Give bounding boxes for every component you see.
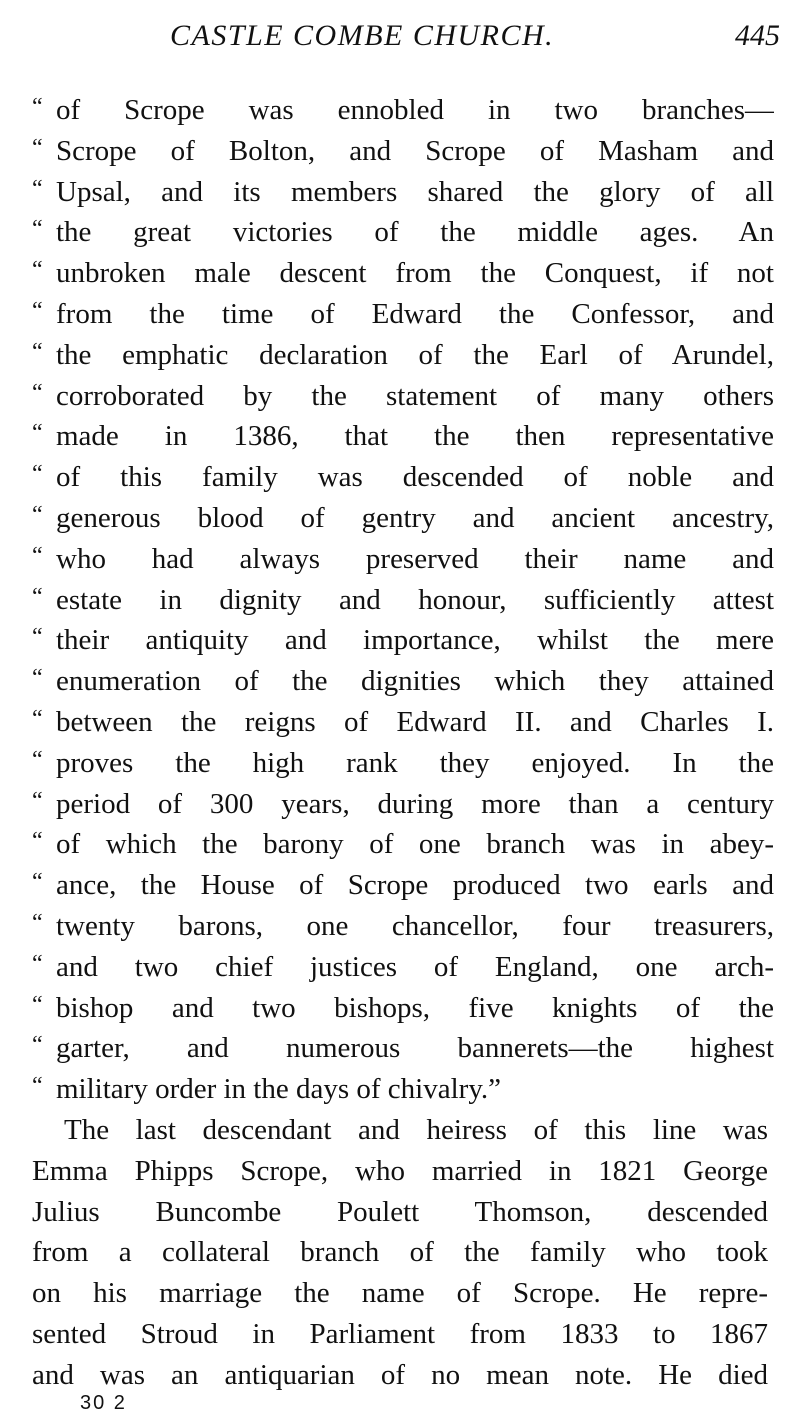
quote-mark: “ [32, 338, 43, 365]
quote-mark: “ [32, 420, 43, 447]
running-head [40, 16, 780, 60]
quote-mark: “ [32, 787, 43, 814]
quote-mark: “ [32, 624, 43, 651]
quote-line-text: of Scrope was ennobled in two branches— [56, 94, 774, 126]
quote-line-text: between the reigns of Edward II. and Charles I. [56, 705, 774, 738]
quote-line [32, 212, 774, 253]
quote-mark: “ [32, 297, 43, 324]
paragraph-line: on his marriage the name of Scrope. He repre- [32, 1277, 768, 1310]
quote-line [32, 743, 774, 784]
quote-line [32, 335, 774, 376]
quote-mark: “ [32, 134, 43, 161]
quote-mark: “ [32, 1032, 43, 1059]
quote-line-text: military order in the days of chivalry.” [56, 1073, 502, 1106]
quote-mark: “ [32, 828, 43, 855]
body-paragraph [32, 1110, 768, 1396]
quote-line [32, 620, 774, 661]
quote-line [32, 784, 774, 825]
quote-line [32, 988, 774, 1029]
quote-line [32, 457, 774, 498]
quote-line-text: generous blood of gentry and ancient ancestry, [56, 501, 774, 534]
quote-line [32, 906, 774, 947]
quote-mark: “ [32, 1073, 43, 1100]
quote-mark: “ [32, 501, 43, 528]
quote-line-text: ance, the House of Scrope produced two earls and [56, 869, 774, 902]
paragraph-line: Emma Phipps Scrope, who married in 1821 George [32, 1154, 768, 1187]
quote-line [32, 580, 774, 621]
quote-mark: “ [32, 94, 43, 120]
quote-mark: “ [32, 216, 43, 243]
quote-line-text: period of 300 years, during more than a century [56, 787, 774, 820]
quote-mark: “ [32, 379, 43, 406]
quote-line [32, 865, 774, 906]
quote-mark: “ [32, 461, 43, 488]
quote-line-text: Upsal, and its members shared the glory of all [56, 175, 774, 208]
quoted-passage [32, 90, 774, 1110]
signature-mark: 30 2 [80, 1392, 127, 1414]
paragraph-line: sented Stroud in Parliament from 1833 to 1867 [32, 1317, 768, 1350]
quote-mark: “ [32, 950, 43, 977]
quote-line [32, 376, 774, 417]
quote-line-text: from the time of Edward the Confessor, and [56, 297, 774, 330]
quote-line [32, 498, 774, 539]
quote-line [32, 131, 774, 172]
quote-line [32, 172, 774, 213]
running-title: CASTLE COMBE CHURCH. [170, 19, 555, 52]
paragraph-line: Julius Buncombe Poulett Thomson, descended [32, 1195, 768, 1228]
quote-line [32, 824, 774, 865]
page-number: 445 [735, 19, 780, 52]
quote-line [32, 253, 774, 294]
quote-line [32, 947, 774, 988]
quote-line-text: made in 1386, that the then representative [56, 420, 774, 453]
quote-mark: “ [32, 665, 43, 692]
quote-line [32, 1069, 774, 1110]
paragraph-line: from a collateral branch of the family who took [32, 1236, 768, 1269]
quote-line [32, 294, 774, 335]
quote-line-text: estate in dignity and honour, sufficiently attest [56, 583, 774, 616]
quote-line-text: twenty barons, one chancellor, four treasurers, [56, 909, 774, 942]
quote-mark: “ [32, 746, 43, 773]
quote-line [32, 416, 774, 457]
quote-line-text: unbroken male descent from the Conquest, if not [56, 257, 774, 290]
quote-line [32, 702, 774, 743]
quote-mark: “ [32, 869, 43, 896]
quote-line-text: of which the barony of one branch was in abey- [56, 828, 774, 861]
quote-line-text: their antiquity and importance, whilst the mere [56, 624, 774, 657]
quote-mark: “ [32, 583, 43, 610]
quote-line [32, 539, 774, 580]
quote-mark: “ [32, 991, 43, 1018]
quote-line-text: the emphatic declaration of the Earl of Arundel, [56, 338, 774, 371]
quote-mark: “ [32, 705, 43, 732]
paragraph-line: The last descendant and heiress of this line was [64, 1114, 768, 1146]
paragraph-line: and was an antiquarian of no mean note. He died [32, 1358, 768, 1391]
quote-line-text: bishop and two bishops, five knights of the [56, 991, 774, 1024]
quote-line-text: Scrope of Bolton, and Scrope of Masham and [56, 134, 774, 167]
quote-line [32, 1028, 774, 1069]
quote-mark: “ [32, 257, 43, 284]
quote-line [32, 90, 774, 131]
quote-line [32, 661, 774, 702]
quote-mark: “ [32, 542, 43, 569]
quote-line-text: the great victories of the middle ages. An [56, 216, 774, 249]
quote-line-text: proves the high rank they enjoyed. In the [56, 746, 774, 779]
quote-line-text: and two chief justices of England, one arch- [56, 950, 774, 983]
quote-line-text: corroborated by the statement of many others [56, 379, 774, 412]
quote-line-text: enumeration of the dignities which they attained [56, 665, 774, 698]
quote-line-text: of this family was descended of noble and [56, 461, 774, 494]
quote-mark: “ [32, 175, 43, 202]
quote-line-text: who had always preserved their name and [56, 542, 774, 575]
quote-line-text: garter, and numerous bannerets—the highest [56, 1032, 774, 1065]
quote-mark: “ [32, 909, 43, 936]
